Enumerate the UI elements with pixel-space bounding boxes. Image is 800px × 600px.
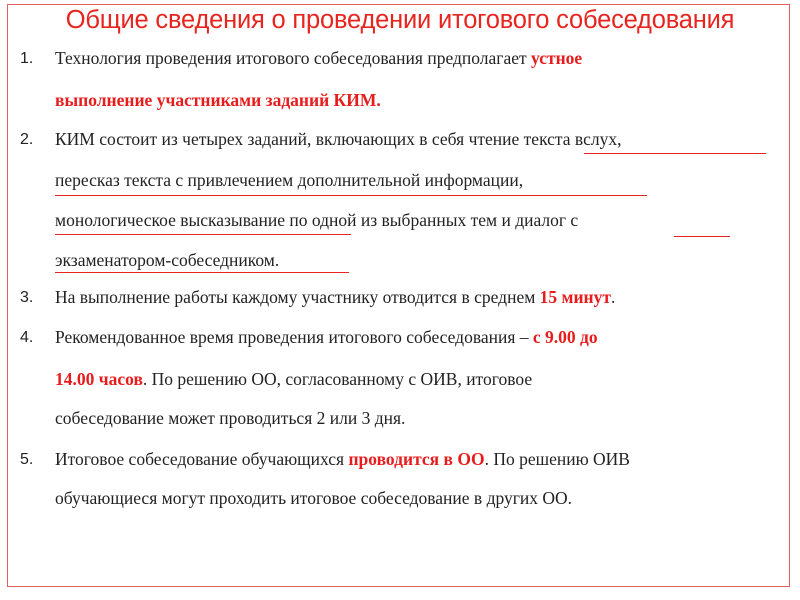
item-2-comma: , [617,129,622,149]
item-1-highlight: устное [531,48,583,68]
item-2-text-2: по одной из выбранных тем и [289,210,516,230]
item-3-highlight: 15 минут [539,287,611,307]
item-4-line-3 [55,408,405,429]
item-5-highlight: проводится в ОО [348,449,485,469]
item-3-number: 3. [20,289,34,306]
item-5-line-2 [55,488,572,509]
item-4-text-3: собеседование может проводиться 2 или 3 дня. [55,408,406,428]
item-2-line-2 [55,170,523,191]
item-1-text: Технология проведения итогового собеседования предполагает [55,48,532,68]
item-2-monologue: монологическое высказывание [55,210,290,230]
underline-monologue [55,234,351,235]
item-3-period: . [610,287,616,307]
underline-dialogue [674,236,730,237]
item-1-highlight-2: выполнение участниками заданий КИМ. [55,90,381,110]
item-5-text-3: обучающиеся могут проходить итоговое собеседование в других ОО. [55,488,573,508]
item-5-line-1 [55,449,630,470]
underline-retelling [55,195,647,196]
item-2-line-4 [55,250,279,271]
item-4-highlight: с 9.00 до [532,327,598,347]
underline-examiner [55,272,349,273]
item-4-text-2: . По решению ОО, согласованному с ОИВ, итоговое [142,369,533,389]
item-2-line-1 [55,129,621,150]
item-3-line-1 [55,287,615,308]
item-5-text: Итоговое собеседование обучающихся [55,449,349,469]
item-2-reading-aloud: чтение текста вслух [468,129,618,149]
item-1-number: 1. [20,50,34,67]
item-4-text: Рекомендованное время проведения итогового собеседования – [55,327,533,347]
underline-reading [584,153,766,154]
item-1-line-1 [55,48,582,69]
item-1-line-2 [55,90,381,111]
item-2-examiner: экзаменатором-собеседником. [55,250,280,270]
item-2-number: 2. [20,131,34,148]
item-3-text: На выполнение работы каждому участнику отводится в среднем [55,287,540,307]
item-4-highlight-2: 14.00 часов [55,369,143,389]
item-5-text-2: . По решению ОИВ [484,449,630,469]
item-5-number: 5. [20,451,34,468]
item-2-dialogue: диалог с [515,210,579,230]
item-4-line-2 [55,369,532,390]
item-4-line-1 [55,327,598,348]
item-2-text: КИМ состоит из четырех заданий, включающих в себя [55,129,469,149]
item-4-number: 4. [20,329,34,346]
item-2-line-3 [55,210,578,231]
item-2-retelling: пересказ текста с привлечением дополнительной информации [55,170,519,190]
slide-title: Общие сведения о проведении итогового собеседования [65,6,735,34]
item-2-comma-2: , [518,170,524,190]
